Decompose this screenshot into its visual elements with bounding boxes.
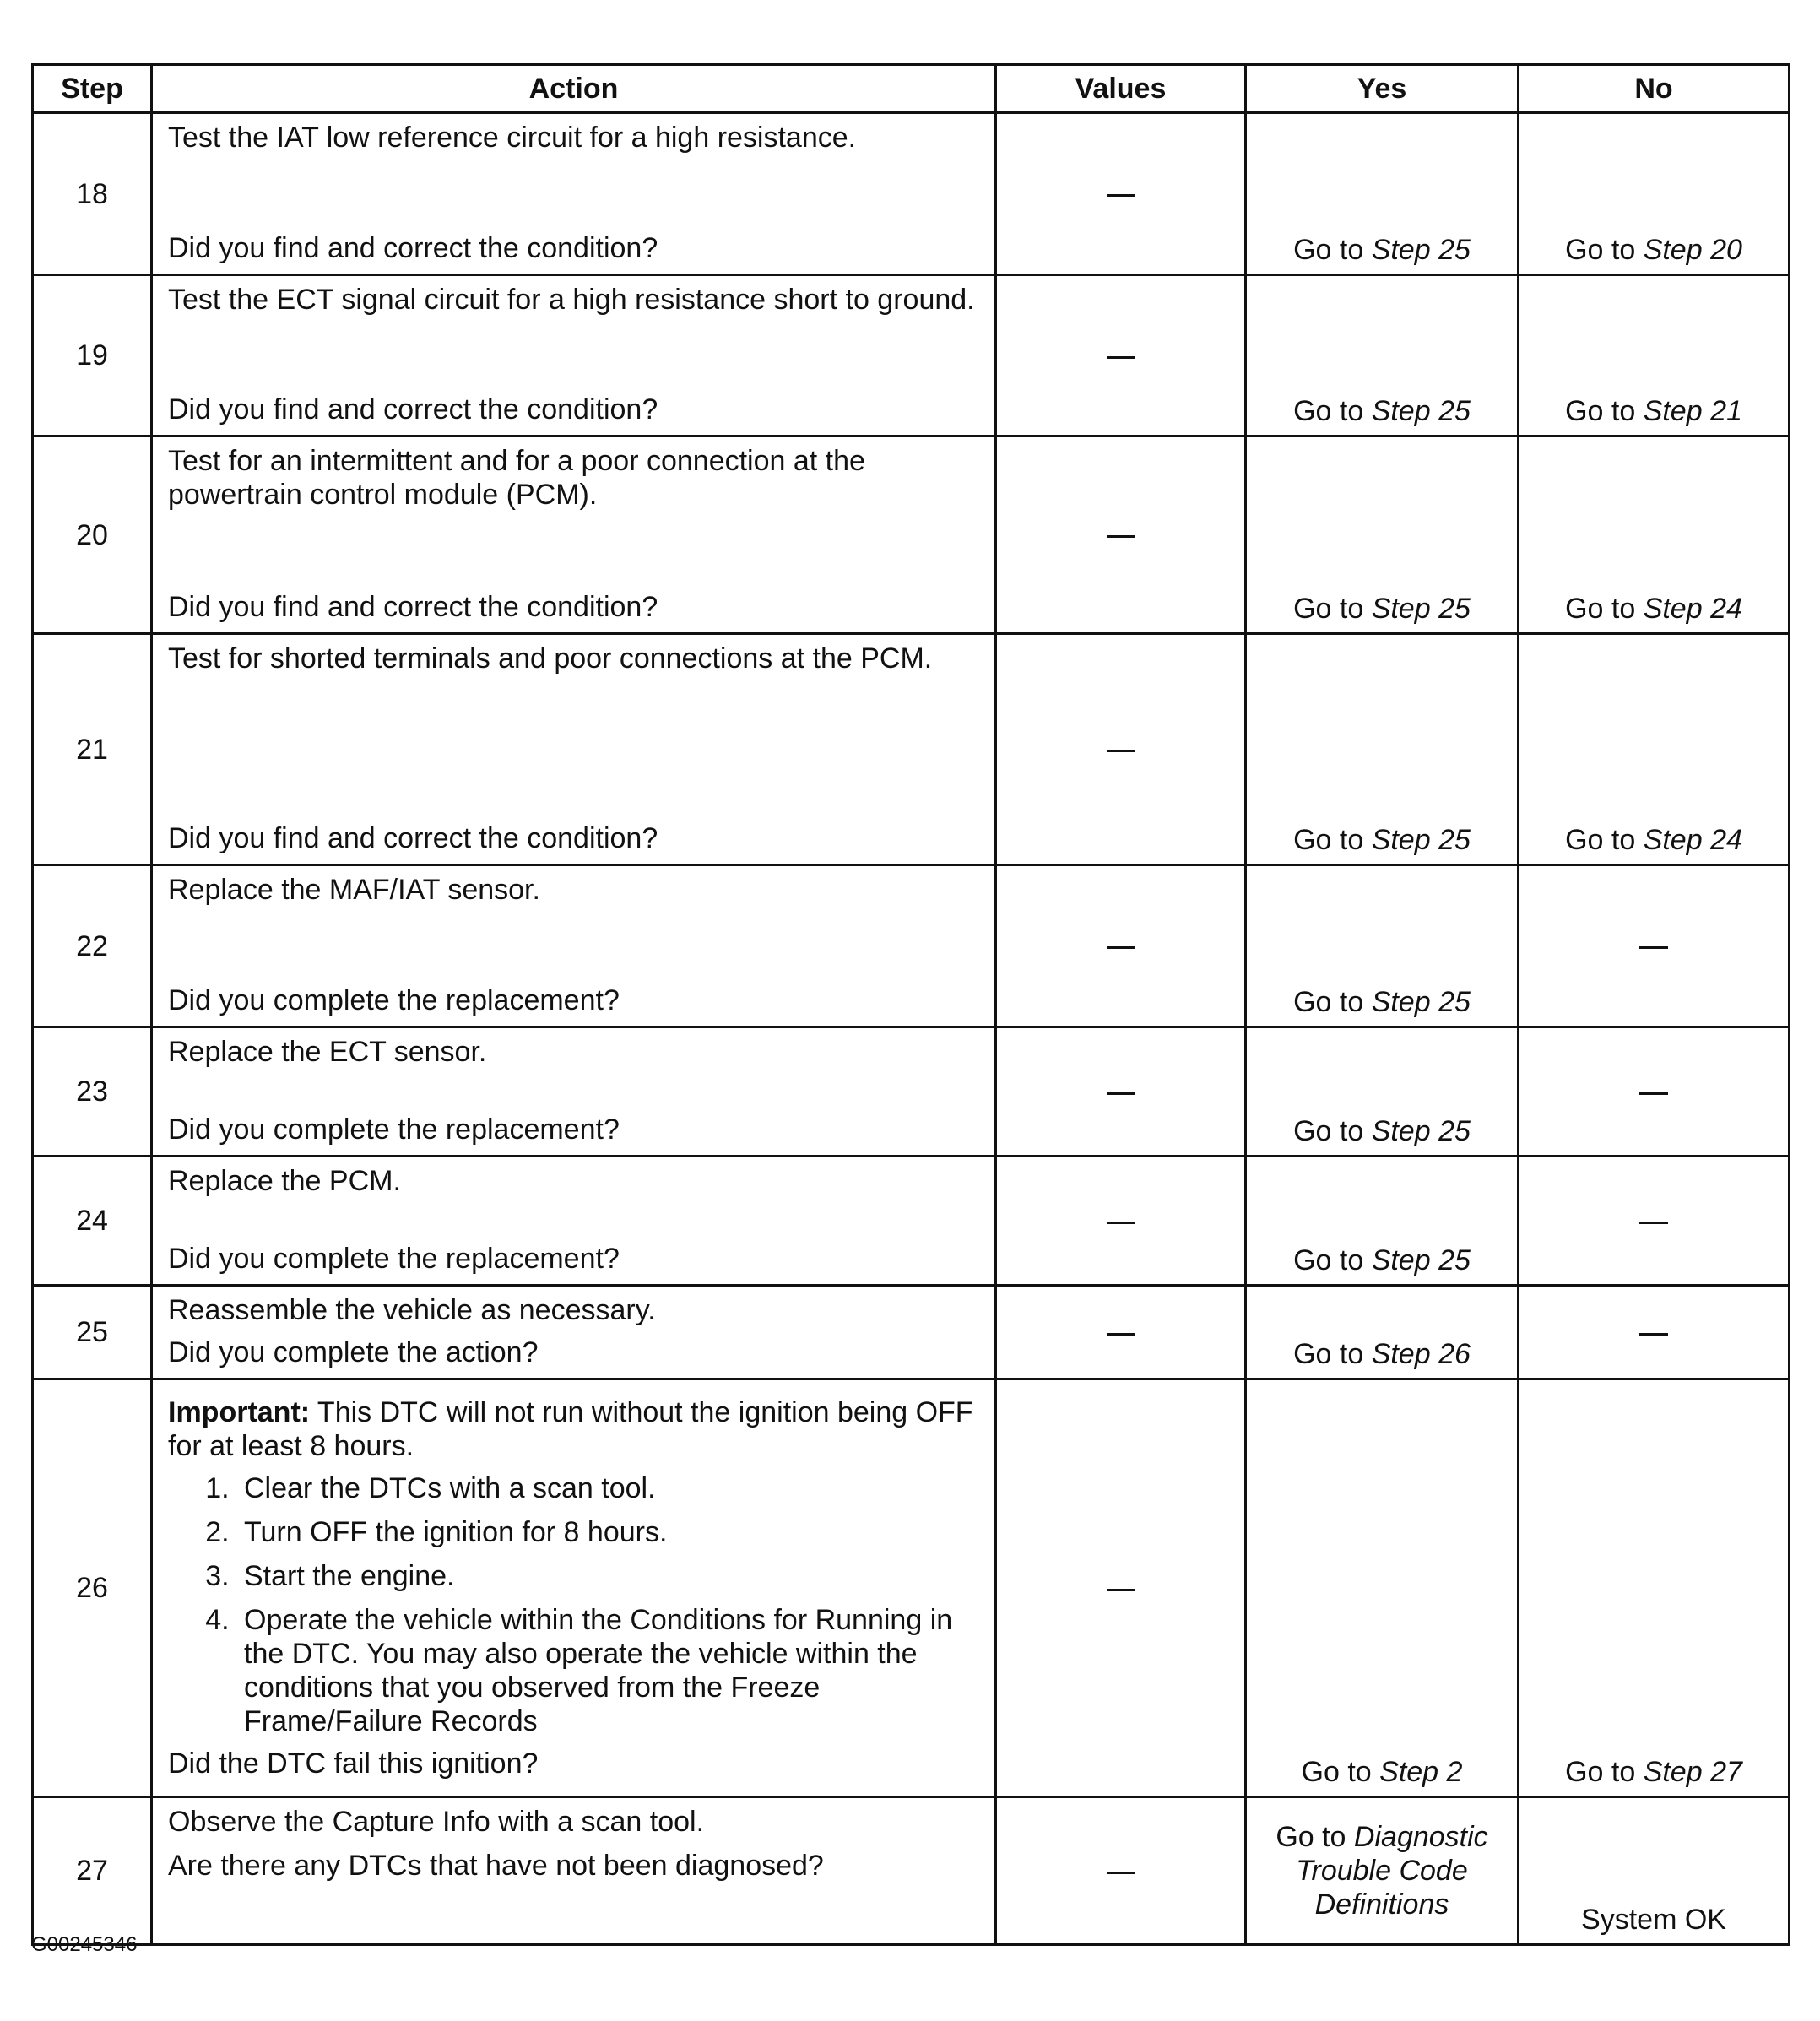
values-cell — [996, 865, 1246, 1027]
table-header-row — [33, 65, 1790, 113]
yes-step-link[interactable]: Step 2 — [1379, 1756, 1463, 1788]
action-text: Replace the ECT sensor. — [168, 1036, 487, 1068]
yes-cell — [1246, 634, 1519, 865]
action-cell — [152, 1797, 996, 1945]
important-text: This DTC will not run without the ignition being OFF for at least 8 hours. — [168, 1396, 973, 1462]
no-cell — [1519, 865, 1790, 1027]
yes-definitions-link[interactable] — [1247, 1820, 1517, 1921]
yes-step-link[interactable]: Step 25 — [1371, 1115, 1471, 1147]
table-row — [33, 275, 1790, 436]
step-number: 18 — [33, 113, 152, 275]
yes-cell — [1246, 1027, 1519, 1157]
step-number: 27 — [33, 1797, 152, 1945]
yes-prefix: Go to — [1301, 1756, 1380, 1788]
dash-icon — [1107, 356, 1135, 359]
no-step-link[interactable]: Step 24 — [1643, 593, 1742, 625]
list-item: 3. Start the engine. — [237, 1559, 979, 1593]
dash-icon — [1107, 750, 1135, 752]
yes-cell — [1246, 1379, 1519, 1797]
action-text: Replace the PCM. — [168, 1165, 401, 1197]
action-question: Did the DTC fail this ignition? — [168, 1747, 539, 1780]
action-question: Did you find and correct the condition? — [168, 822, 658, 854]
dash-icon — [1107, 535, 1135, 538]
no-cell — [1519, 1157, 1790, 1286]
yes-step-link[interactable]: Step 25 — [1371, 824, 1471, 856]
action-question: Did you find and correct the condition? — [168, 591, 658, 623]
list-item: 2. Turn OFF the ignition for 8 hours. — [237, 1515, 979, 1549]
action-question: Are there any DTCs that have not been diagnosed? — [168, 1850, 824, 1882]
action-cell — [152, 1379, 996, 1797]
step-number: 25 — [33, 1286, 152, 1379]
step-number: 19 — [33, 275, 152, 436]
no-cell — [1519, 113, 1790, 275]
diagnostic-table — [31, 63, 1790, 1946]
no-prefix: Go to — [1565, 1756, 1644, 1788]
values-cell — [996, 1379, 1246, 1797]
no-cell — [1519, 1286, 1790, 1379]
no-prefix: Go to — [1565, 824, 1644, 856]
header-yes: Yes — [1246, 65, 1519, 113]
action-text: Test for shorted terminals and poor connections at the PCM. — [168, 642, 933, 675]
header-values: Values — [996, 65, 1246, 113]
step-number: 20 — [33, 436, 152, 634]
values-cell — [996, 436, 1246, 634]
no-cell — [1519, 1379, 1790, 1797]
step-number: 21 — [33, 634, 152, 865]
table-row — [33, 1027, 1790, 1157]
yes-line-1: Diagnostic — [1353, 1821, 1488, 1853]
values-cell — [996, 275, 1246, 436]
no-cell — [1519, 634, 1790, 865]
action-cell — [152, 1027, 996, 1157]
dash-icon — [1639, 946, 1668, 949]
action-text: Test the IAT low reference circuit for a high resistance. — [168, 122, 857, 154]
yes-step-link[interactable]: Step 26 — [1371, 1338, 1471, 1370]
action-question: Did you complete the action? — [168, 1336, 539, 1368]
no-prefix: Go to — [1565, 234, 1644, 266]
no-cell — [1519, 436, 1790, 634]
action-question: Did you complete the replacement? — [168, 1243, 620, 1275]
action-text: Replace the MAF/IAT sensor. — [168, 874, 540, 906]
no-cell — [1519, 275, 1790, 436]
table-row — [33, 634, 1790, 865]
yes-step-link[interactable]: Step 25 — [1371, 986, 1471, 1018]
yes-cell — [1246, 436, 1519, 634]
yes-line-2: Trouble Code — [1296, 1855, 1468, 1887]
no-cell — [1519, 1027, 1790, 1157]
yes-step-link[interactable]: Step 25 — [1371, 395, 1471, 427]
dash-icon — [1107, 1589, 1135, 1591]
no-step-link[interactable]: Step 24 — [1643, 824, 1742, 856]
dash-icon — [1107, 194, 1135, 197]
no-prefix: Go to — [1565, 395, 1644, 427]
yes-step-link[interactable]: Step 25 — [1371, 593, 1471, 625]
action-question: Did you complete the replacement? — [168, 1113, 620, 1146]
table-row — [33, 1286, 1790, 1379]
yes-cell — [1246, 865, 1519, 1027]
yes-prefix: Go to — [1293, 986, 1372, 1018]
action-question: Did you find and correct the condition? — [168, 232, 658, 264]
list-item: 1. Clear the DTCs with a scan tool. — [237, 1471, 979, 1505]
important-label: Important: — [168, 1396, 311, 1428]
table-row — [33, 865, 1790, 1027]
action-cell — [152, 634, 996, 865]
yes-prefix: Go to — [1293, 234, 1372, 266]
list-item: 4. Operate the vehicle within the Conditions for Running in the DTC. You may also operate the vehicle within the conditions that you observed from the Freeze Frame/Failure Records — [237, 1603, 979, 1738]
dash-icon — [1639, 1333, 1668, 1336]
dash-icon — [1107, 1092, 1135, 1095]
dash-icon — [1107, 1333, 1135, 1336]
step-number: 23 — [33, 1027, 152, 1157]
action-cell — [152, 113, 996, 275]
procedure-list — [168, 1471, 979, 1738]
table-row — [33, 1379, 1790, 1797]
table-row — [33, 1157, 1790, 1286]
yes-step-link[interactable]: Step 25 — [1371, 1244, 1471, 1276]
dash-icon — [1639, 1222, 1668, 1224]
dash-icon — [1639, 1092, 1668, 1095]
no-prefix: Go to — [1565, 593, 1644, 625]
yes-cell — [1246, 1157, 1519, 1286]
header-step: Step — [33, 65, 152, 113]
table-row — [33, 113, 1790, 275]
values-cell — [996, 1286, 1246, 1379]
step-number: 24 — [33, 1157, 152, 1286]
yes-prefix: Go to — [1293, 593, 1372, 625]
important-note — [168, 1395, 979, 1463]
figure-id: G00245346 — [31, 1933, 138, 1956]
values-cell — [996, 1027, 1246, 1157]
action-cell — [152, 436, 996, 634]
values-cell — [996, 1797, 1246, 1945]
yes-prefix: Go to — [1293, 824, 1372, 856]
action-question: Did you complete the replacement? — [168, 984, 620, 1016]
table-row — [33, 436, 1790, 634]
no-step-link[interactable]: Step 21 — [1643, 395, 1742, 427]
action-cell — [152, 275, 996, 436]
action-cell — [152, 1157, 996, 1286]
dash-icon — [1107, 946, 1135, 949]
step-number: 22 — [33, 865, 152, 1027]
step-number: 26 — [33, 1379, 152, 1797]
action-text: Reassemble the vehicle as necessary. — [168, 1294, 656, 1326]
no-step-link[interactable]: Step 27 — [1643, 1756, 1742, 1788]
yes-prefix: Go to — [1293, 1338, 1372, 1370]
header-action: Action — [152, 65, 996, 113]
yes-cell — [1246, 1286, 1519, 1379]
no-step-link[interactable]: Step 20 — [1643, 234, 1742, 266]
yes-cell — [1246, 275, 1519, 436]
table-row — [33, 1797, 1790, 1945]
values-cell — [996, 113, 1246, 275]
action-text: Test for an intermittent and for a poor connection at the powertrain control module (PCM). — [168, 445, 865, 511]
action-text: Observe the Capture Info with a scan tool. — [168, 1806, 705, 1838]
values-cell — [996, 634, 1246, 865]
yes-prefix: Go to — [1293, 1244, 1372, 1276]
dash-icon — [1107, 1222, 1135, 1224]
header-no: No — [1519, 65, 1790, 113]
yes-prefix: Go to — [1293, 1115, 1372, 1147]
yes-prefix: Go to — [1276, 1821, 1354, 1853]
yes-cell — [1246, 113, 1519, 275]
action-cell — [152, 1286, 996, 1379]
yes-cell — [1246, 1797, 1519, 1945]
values-cell — [996, 1157, 1246, 1286]
action-question: Did you find and correct the condition? — [168, 393, 658, 425]
yes-step-link[interactable]: Step 25 — [1371, 234, 1471, 266]
yes-line-3: Definitions — [1314, 1888, 1449, 1921]
no-cell: System OK — [1519, 1797, 1790, 1945]
dash-icon — [1107, 1872, 1135, 1874]
action-text: Test the ECT signal circuit for a high resistance short to ground. — [168, 284, 975, 316]
yes-prefix: Go to — [1293, 395, 1372, 427]
action-cell — [152, 865, 996, 1027]
